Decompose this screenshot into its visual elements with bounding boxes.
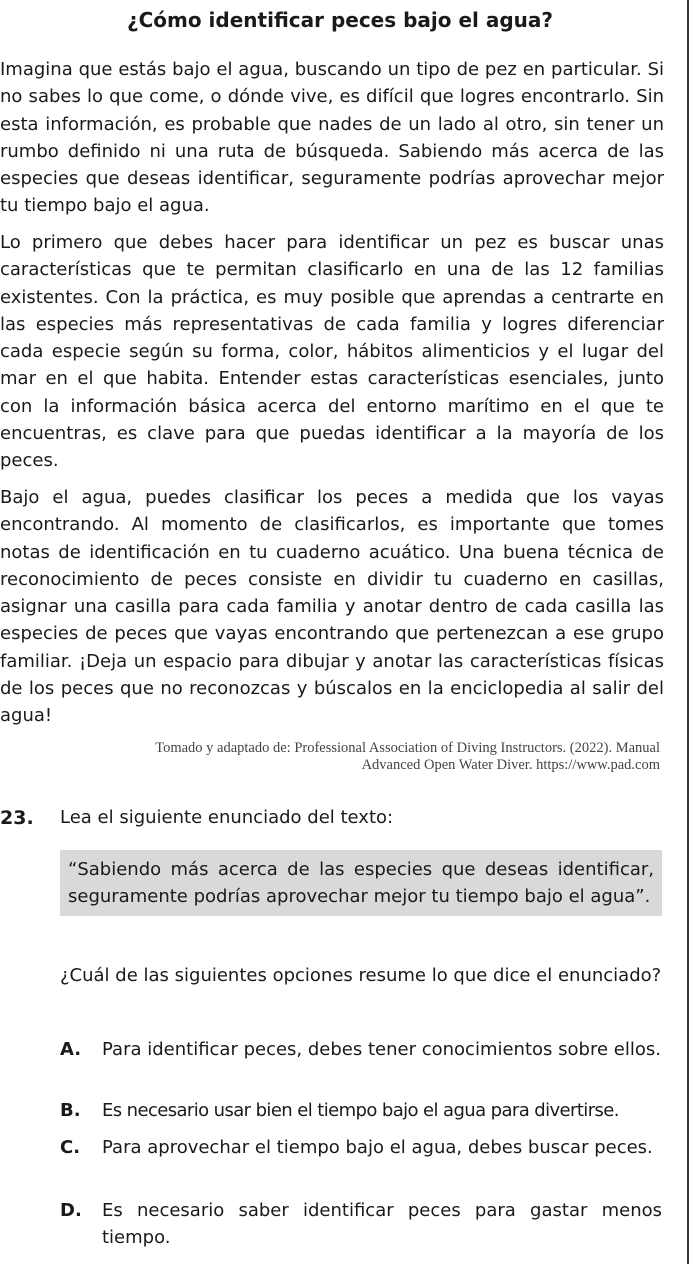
option-a-text: Para identificar peces, debes tener conocimientos sobre ellos.: [102, 1039, 661, 1060]
option-b[interactable]: [60, 1097, 662, 1124]
question-number: 23.: [0, 807, 34, 829]
option-a-letter: A.: [60, 1039, 82, 1060]
option-c-letter: C.: [60, 1137, 81, 1158]
right-border-line: [687, 0, 689, 1264]
source-line-2: Advanced Open Water Diver. https://www.pad.com: [361, 757, 660, 773]
option-c-text: Para aprovechar el tiempo bajo el agua, debes buscar peces.: [102, 1137, 653, 1158]
option-c[interactable]: [60, 1134, 662, 1161]
page-title: ¿Cómo identificar peces bajo el agua?: [126, 8, 554, 32]
question-lead: Lea el siguiente enunciado del texto:: [60, 807, 394, 828]
option-d-text: Es necesario saber identificar peces para gastar menos tiempo.: [102, 1200, 662, 1248]
paragraph-2: Lo primero que debes hacer para identificar un pez es buscar unas características que te permitan clasificarlo en una de las 12 familias existentes. Con la práctica, es muy posible que aprendas a centrarte en las especies más representativas de cada familia y logres diferenciar cada especie según su forma, color, hábitos alimenticios y el lugar del mar en el que habita. Entender estas características esenciales, junto con la información básica acerca del entorno marítimo en el que te encuentras, es clave para que puedas identificar a la mayoría de los peces.: [0, 232, 664, 472]
paragraph-1: Imagina que estás bajo el agua, buscando un tipo de pez en particular. Si no sabes lo que come, o dónde vive, es difícil que logres encontrarlo. Sin esta información, es probable que nades de un lado al otro, sin tener un rumbo definido ni una ruta de búsqueda. Sabiendo más acerca de las especies que deseas identificar, seguramente podrías aprovechar mejor tu tiempo bajo el agua.: [0, 59, 664, 217]
option-a[interactable]: [60, 1036, 662, 1063]
option-d-letter: D.: [60, 1200, 82, 1221]
paragraph-3: Bajo el agua, puedes clasificar los peces a medida que los vayas encontrando. Al momento de clasificarlos, es importante que tomes notas de identificación en tu cuaderno acuático. Una buena técnica de reconocimiento de peces consiste en dividir tu cuaderno en casillas, asignar una casilla para cada familia y anotar dentro de cada casilla las especies de peces que vayas encontrando que pertenezcan a ese grupo familiar. ¡Deja un espacio para dibujar y anotar las características físicas de los peces que no reconozcas y búscalos en la enciclopedia al salir del agua!: [0, 487, 664, 727]
option-b-text: Es necesario usar bien el tiempo bajo el agua para divertirse.: [102, 1100, 619, 1121]
quoted-statement: “Sabiendo más acerca de las especies que deseas identificar, seguramente podrías aprovechar mejor tu tiempo bajo el agua”.: [60, 850, 662, 916]
source-line-1: Tomado y adaptado de: Professional Association of Diving Instructors. (2022). Manual: [155, 740, 660, 756]
option-b-letter: B.: [60, 1100, 81, 1121]
option-d[interactable]: [60, 1197, 662, 1251]
source-citation: [20, 740, 660, 774]
question-prompt: ¿Cuál de las siguientes opciones resume lo que dice el enunciado?: [60, 965, 662, 986]
